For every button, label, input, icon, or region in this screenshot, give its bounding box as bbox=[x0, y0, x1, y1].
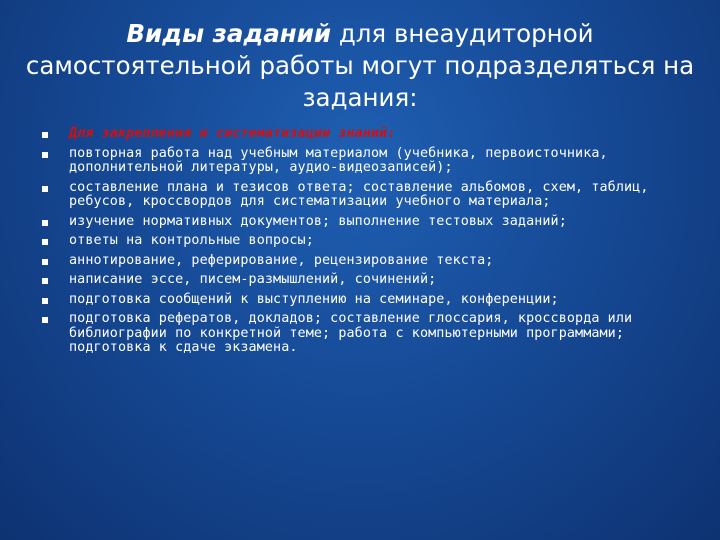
list-item bbox=[42, 181, 682, 210]
list-item bbox=[42, 147, 682, 176]
slide-title bbox=[20, 18, 700, 114]
bullet-square-icon bbox=[42, 220, 48, 226]
list-item-text: подготовка сообщений к выступлению на семинаре, конференции; bbox=[69, 291, 559, 307]
list-item bbox=[42, 293, 682, 308]
list-item-text: изучение нормативных документов; выполнение тестовых заданий; bbox=[69, 213, 567, 229]
list-heading: Для закрепления и систематизации знаний: bbox=[69, 126, 396, 141]
list-item-text: составление плана и тезисов ответа; составление альбомов, схем, таблиц, ребусов, кроссвордов для систематизации учебного материала; bbox=[69, 179, 649, 209]
list-item-text: написание эссе, писем-размышлений, сочинений; bbox=[69, 272, 437, 287]
bullet-square-icon bbox=[42, 239, 48, 245]
title-rest: для внеаудиторной самостоятельной работы могут подразделяться на задания: bbox=[25, 19, 695, 112]
list-heading-item bbox=[42, 127, 682, 142]
list-item-text: подготовка рефератов, докладов; составление глоссария, кроссворда или библиографии по конкретной теме; работа с компьютерными программами; подготовка к сдаче экзамена. bbox=[69, 311, 633, 355]
bullet-square-icon bbox=[42, 186, 48, 192]
title-accent: Виды заданий bbox=[126, 19, 332, 48]
list-item-text: ответы на контрольные вопросы; bbox=[69, 233, 314, 248]
list-item bbox=[42, 312, 682, 356]
bullet-square-icon bbox=[42, 298, 48, 304]
list-item bbox=[42, 273, 682, 288]
bullet-square-icon bbox=[42, 278, 48, 284]
bullet-square-icon bbox=[42, 317, 48, 323]
bullet-list bbox=[42, 127, 682, 356]
list-item bbox=[42, 234, 682, 249]
bullet-square-icon bbox=[42, 132, 48, 138]
list-item bbox=[42, 254, 682, 269]
list-item-text: повторная работа над учебным материалом (учебника, первоисточника, дополнительной литературы, аудио-видеозаписей); bbox=[69, 145, 608, 175]
list-item-text: аннотирование, реферирование, рецензирование текста; bbox=[69, 252, 494, 268]
bullet-square-icon bbox=[42, 152, 48, 158]
bullet-square-icon bbox=[42, 259, 48, 265]
list-item bbox=[42, 215, 682, 230]
